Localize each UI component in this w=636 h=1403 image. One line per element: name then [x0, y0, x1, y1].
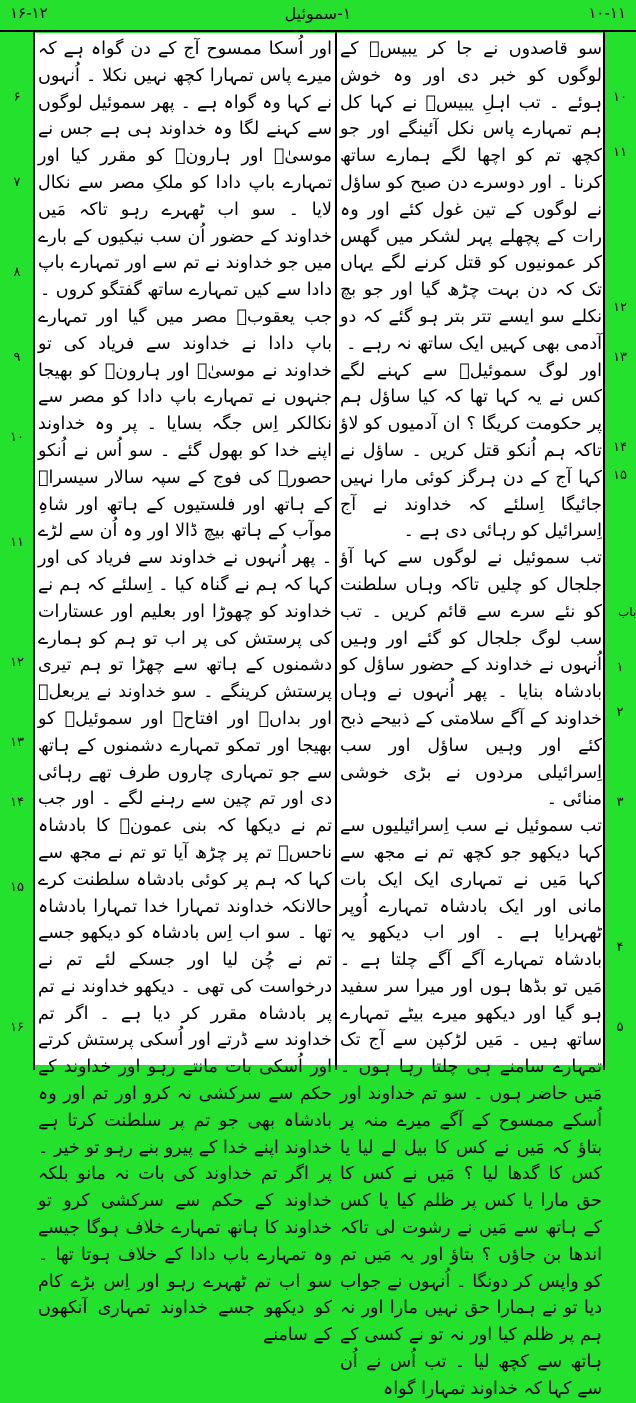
verse-number: ۱۵	[613, 468, 627, 483]
verse-number: ۱۱	[613, 145, 627, 160]
verse-number: ۵	[616, 1020, 624, 1035]
page-header	[0, 0, 636, 30]
column-divider	[335, 30, 337, 1070]
verse-number: ۷	[13, 175, 21, 190]
header-divider	[0, 30, 636, 32]
verse-number: ۳	[616, 795, 624, 810]
verse-number: ۹	[13, 350, 21, 365]
verse-number: ۱۰	[10, 430, 24, 445]
left-border	[33, 30, 35, 1070]
verse-number: ۲	[616, 705, 624, 720]
header-book-title: ۱-سموئیل	[284, 4, 352, 23]
verse-number: ۱۱	[10, 535, 24, 550]
verse-number: ۱۳	[10, 735, 24, 750]
verse-number: ۱۴	[613, 440, 627, 455]
header-chapter-range-left: ۱۶-۱۲	[10, 4, 48, 22]
verse-number: ۱۰	[613, 90, 627, 105]
verse-number: ۱۲	[613, 300, 627, 315]
paragraph: جب یعقوبؔ مصر میں گیا اور تمہارے باپ دادا نے خداوند سے فریاد کی تو خداوند نے موسیٰؔ اور ہارونؔ کو بھیجا جنہوں نے تمہارے باپ دادا کو مصر سے نکالکر اِس جگہ بسایا ۔ پر وہ خداوند اپنے خدا کو بھول گئے ۔ سو اُس نے اُنکو حصورؔ کی فوج کے سپہ سالار سیسراؔ کے ہاتھ اور فلستیوں کے ہاتھ اور شاہِ موآب کے ہاتھ بیچ ڈالا اور وہ اُن سے لڑے ۔ پھر اُنہوں نے خداوند سے فریاد کی اور کہا کہ ہم نے گناہ کیا ۔ اِسلئے کہ ہم نے خداوند کو چھوڑا اور بعلیم اور عستارات کی پرستش کی پر اب تو ہم کو ہمارے دشمنوں کے ہاتھ سے چھڑا تو ہم تیری پرستش کرینگے ۔ سو خداوند نے یربعلؔ اور بداںؔ اور افتاحؔ اور سموئیلؔ کو بھیجا اور تمکو تمہارے دشمنوں کے ہاتھ سے جو تمہاری چاروں طرف تھے رہائی دی اور تم چین سے رہنے لگے ۔ اور جب تم نے دیکھا کہ بنی عمونؔ کا بادشاہ ناحسؔ تم پر چڑھ آیا تو تم نے مجھ سے کہا کہ ہم پر کوئی بادشاہ سلطنت کرے حالانکہ خداوند تمہارا خدا تمہارا بادشاہ تھا ۔ سو اب اِس بادشاہ کو دیکھو جسے تم نے چُن لیا اور جسکے لئے تم نے درخواست کی تھی ۔ دیکھو خداوند نے تم پر بادشاہ مقرر کر دیا ہے ۔ اگر تم خداوند سے ڈرتے اور اُسکی پرستش کرتے اور اُسکی بات مانتے رہو اور خداوند کے حکم سے سرکشی نہ کرو اور تم اور وہ بادشاہ بھی جو تم پر سلطنت کرتا ہے خداوند اپنے خدا کے پیرو بنے رہو تو خیر ۔ پر اگر تم خداوند کی بات نہ مانو بلکہ خداوند کے حکم سے سرکشی کرو تو خداوند کا ہاتھ تمہارے خلاف ہوگا جیسے وہ تمہارے باپ دادا کے خلاف ہوتا تھا ۔ سو اب تم ٹھہرے رہو اور اِس بڑے کام کو دیکھو جسے خداوند تمہاری آنکھوں کے سامنے	[38, 306, 332, 1346]
verse-number: ۱	[616, 660, 624, 675]
paragraph: تب سموئیل نے لوگوں سے کہا آؤ جلجال کو چلیں تاکہ وہاں سلطنت کو نئے سرے سے قائم کریں ۔ تب سب لوگ جلجال کو گئے اور وہیں اُنہوں نے خداوند کے حضور ساؤل کو بادشاہ بنایا ۔ پھر اُنہوں نے وہاں خداوند کے آگے سلامتی کے ذبیحے ذبح کئے اور وہیں ساؤل اور سب اِسرائیلی مردوں نے بڑی خوشی منائی ۔	[340, 548, 602, 810]
verse-number: ۶	[13, 90, 21, 105]
right-column-text	[340, 36, 602, 1399]
verse-number: ۸	[13, 265, 21, 280]
paragraph: اور اُسکا ممسوح آج کے دن گواہ ہے کہ میرے پاس تمہارا کچھ نہیں نکلا ۔ اُنہوں نے کہا وہ گواہ ہے ۔ پھر سموئیل لوگوں سے کہنے لگا وہ خداوند ہی ہے جس نے موسیٰؔ اور ہارونؔ کو مقرر کیا اور تمہارے باپ دادا کو ملکِ مصر سے نکال لایا ۔ سو اب ٹھہرے رہو تاکہ مَیں خداوند کے حضور اُن سب نیکیوں کے بارے میں جو خداوند نے تم سے اور تمہارے باپ دادا سے کیں تمہارے ساتھ گفتگو کروں ۔	[38, 39, 332, 301]
verse-number: ۴	[616, 940, 624, 955]
paragraph: اور لوگ سموئیلؔ سے کہنے لگے کس نے یہ کہا تھا کہ کیا ساؤل ہم پر حکومت کریگا ؟ ان آدمیوں کو لاؤ تاکہ ہم اُنکو قتل کریں ۔ ساؤل نے کہا آج کے دن ہرگز کوئی مارا نہیں جائیگا اِسلئے کہ خداوند نے آج اِسرائیل کو رہائی دی ہے ۔	[340, 360, 602, 542]
paragraph: سو قاصدوں نے جا کر یبیسؔ کے لوگوں کو خبر دی اور وہ خوش ہوئے ۔ تب اہلِ یبیسؔ نے کہا کل ہم تمہارے پاس نکل آئینگے اور جو کچھ تم کو اچھا لگے ہمارے ساتھ کرنا ۔ اور دوسرے دن صبح کو ساؤل نے لوگوں کے تین غول کئے اور وہ رات کے پچھلے پہر لشکر میں گھس کر عمونیوں کو قتل کرنے لگے یہاں تک کہ دن بہت چڑھ گیا اور جو بچ نکلے سو ایسے تتر بتر ہو گئے کہ دو آدمی بھی کہیں ایک ساتھ نہ رہے ۔	[340, 39, 602, 354]
verse-number: ۱۳	[613, 350, 627, 365]
verse-number: ۱۵	[10, 880, 24, 895]
verse-number: ۱۲	[10, 655, 24, 670]
left-column-text	[38, 36, 332, 1346]
verse-number: ۱۶	[10, 1020, 24, 1035]
paragraph: تب سموئیل نے سب اِسرائیلیوں سے کہا دیکھو جو کچھ تم نے مجھ سے کہا مَیں نے تمہاری ایک ایک بات مانی اور ایک بادشاہ تمہارے اُوپر ٹھہرایا ہے ۔ اور اب دیکھو یہ بادشاہ تمہارے آگے آگے چلتا ہے ۔ مَیں تو بڈھا ہوں اور میرا سر سفید ہو گیا اور دیکھو میرے بیٹے تمہارے ساتھ ہیں ۔ مَیں لڑکپن سے آج تک تمہارے سامنے ہی چلتا رہا ہوں ۔ مَیں حاضر ہوں ۔ سو تم خداوند اور اُسکے ممسوح کے آگے میرے منہ پر بتاؤ کہ مَیں نے کس کا بیل لے لیا یا کس کا گدھا لیا ؟ مَیں نے کس کا حق مارا یا کس پر ظلم کیا یا کس کے ہاتھ سے مَیں نے رشوت لی تاکہ اندھا بن جاؤں ؟ بتاؤ اور یہ مَیں تم کو واپس کر دونگا ۔ اُنہوں نے جواب دیا تو نے ہمارا حق نہیں مارا اور نہ ہم پر ظلم کیا اور نہ تو نے کسی کے ہاتھ سے کچھ لیا ۔ تب اُس نے اُن سے کہا کہ خداوند تمہارا گواہ	[340, 816, 602, 1399]
chapter-mark: باب	[618, 605, 636, 619]
right-border	[603, 30, 605, 1070]
verse-number: ۱۴	[10, 795, 24, 810]
header-chapter-range-right: ۱۰-۱۱	[588, 4, 626, 22]
